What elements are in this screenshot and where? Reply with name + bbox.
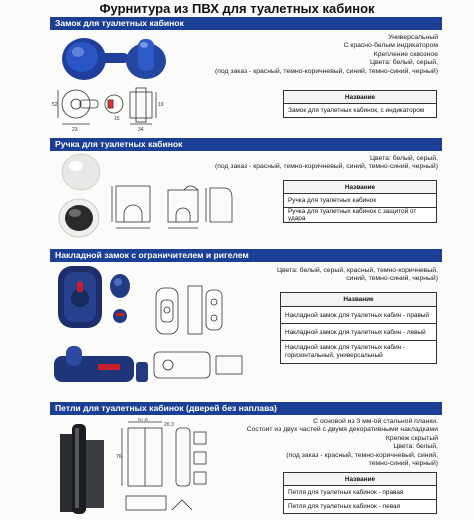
table-header: Название (281, 293, 437, 307)
description-line: С основой из 3 мм-ой стальной планки. (313, 418, 438, 425)
hinge-drawing (116, 418, 246, 516)
dim-label: 20.3 (164, 422, 174, 428)
section-title: Замок для туалетных кабинок (50, 17, 442, 30)
description-line: (под заказ - красный, темно-коричневый, синий, (286, 451, 438, 459)
description-line: Состоит из двух частей с двумя декоративными накладками (246, 426, 438, 434)
table-cell: Петля для туалетных кабинок - правая (284, 486, 437, 500)
table-header: Название (284, 181, 437, 194)
description-line: (под заказ - красный, темно-коричневый, синий, темно-синий, черный) (214, 163, 438, 171)
table-header: Название (284, 91, 437, 104)
table-header: Название (284, 473, 437, 486)
table-cell: Накладной замок для туалетных кабин - левый (281, 324, 437, 341)
section-description (247, 418, 438, 468)
description-line: С красно-белым индикатором (343, 42, 438, 50)
dim-label: 34 (138, 127, 144, 133)
description-line: синий, темно-синий, черный) (346, 275, 438, 283)
description-line: темно-синий, черный) (368, 460, 438, 468)
dim-label: 23 (72, 127, 78, 133)
section-title: Ручка для туалетных кабинок (50, 138, 442, 151)
dim-label: 76 (116, 454, 122, 460)
dim-label: 52 (52, 102, 58, 108)
description-line: Крепеж скрытый (385, 434, 438, 442)
section-title: Петли для туалетных кабинок (дверей без наплава) (50, 402, 442, 415)
hinge-photo (54, 420, 112, 516)
page-title: Фурнитура из ПВХ для туалетных кабинок (99, 1, 375, 16)
table-cell: Накладной замок для туалетных кабин - правый (281, 307, 437, 324)
dim-label: 19 (158, 102, 164, 108)
table-cell: Ручка для туалетных кабинок с защитой от удара (284, 208, 437, 223)
description-line: Крепление сквозное (373, 50, 438, 58)
description-line: Универсальный (388, 34, 438, 41)
description-line: Цвета: белый, серый, (369, 59, 438, 67)
spec-table (283, 472, 437, 514)
table-cell: Накладной замок для туалетных кабин - горизонтальный, универсальный (281, 341, 437, 364)
description-line: (под заказ - красный, темно-коричневый, синий, темно-синий, черный) (214, 67, 438, 75)
description-line: Цвета: белый, (393, 443, 438, 451)
dim-label: 15 (114, 116, 120, 122)
table-row (284, 486, 437, 500)
table-cell: Замок для туалетных кабинок, с индикатором (284, 104, 437, 118)
table-cell: Петля для туалетных кабинок - левая (284, 500, 437, 514)
table-row (284, 500, 437, 514)
section-title: Накладной замок с ограничителем и ригелем (50, 249, 442, 262)
table-cell: Ручка для туалетных кабинок (284, 194, 437, 208)
description-line: Цвета: белый, серый, красный, темно-коричневый, (276, 267, 438, 274)
dim-label: 57.6 (138, 418, 148, 423)
description-line: Цвета: белый, серый, (369, 155, 438, 162)
